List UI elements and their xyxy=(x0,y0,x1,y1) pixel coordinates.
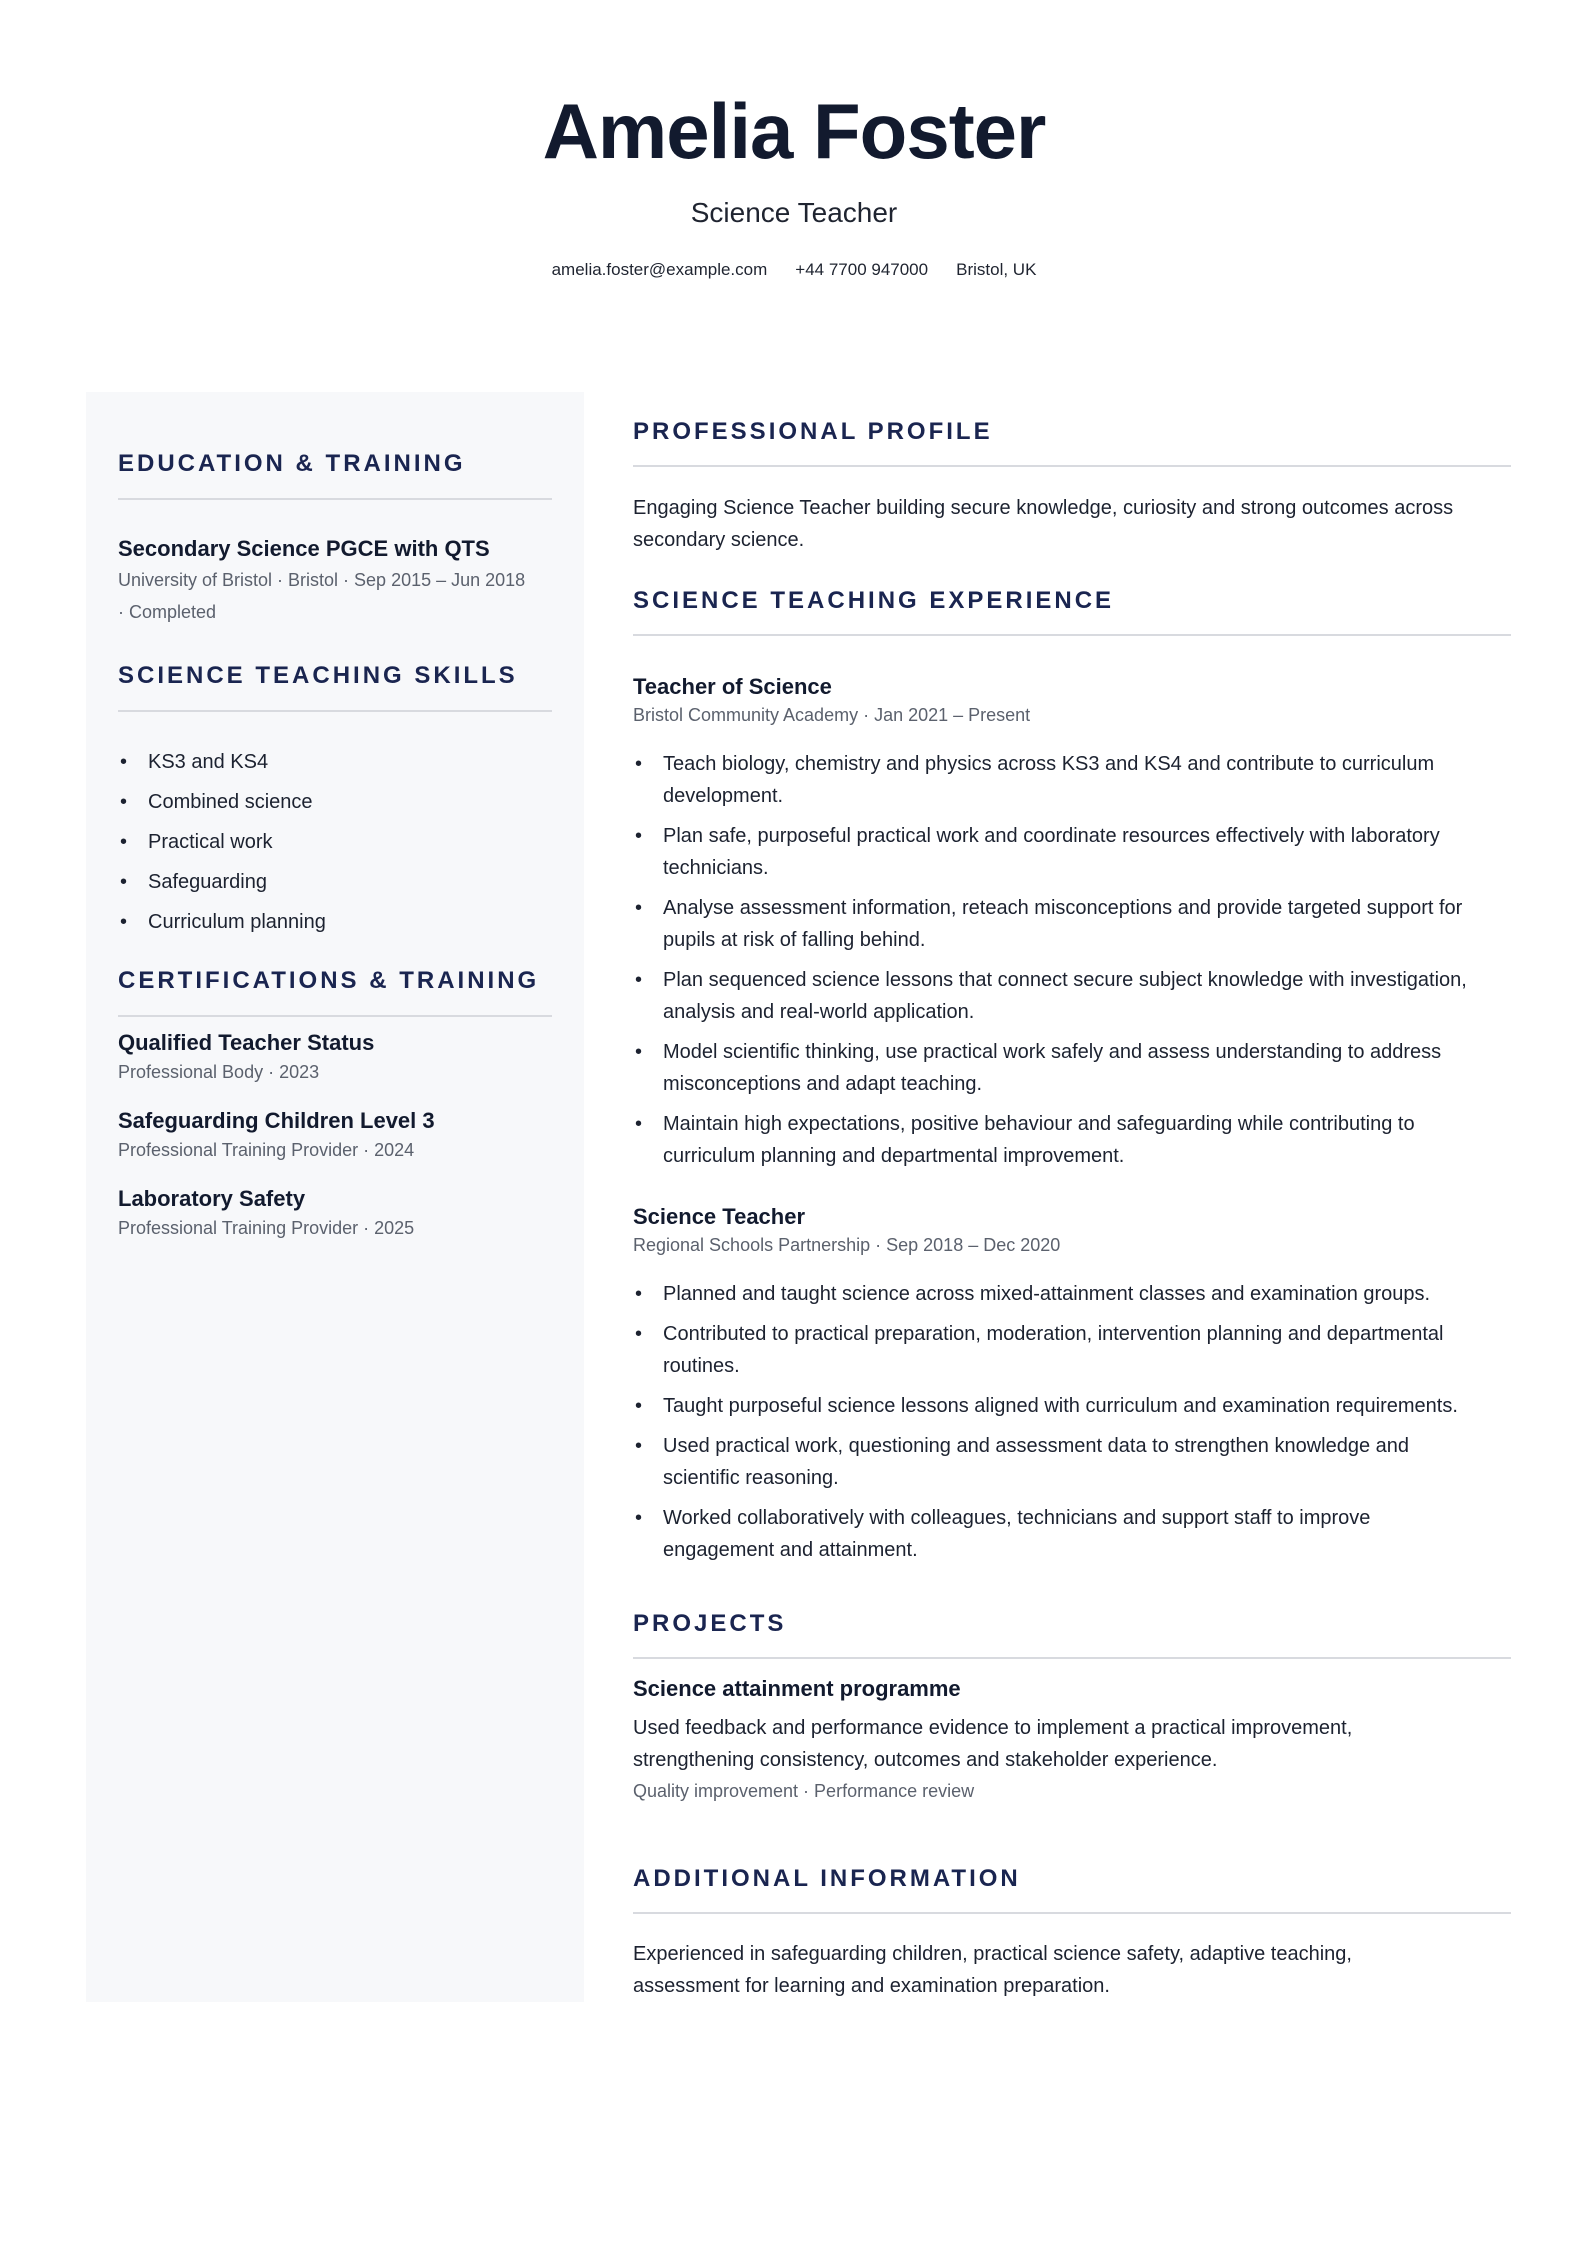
list-item: • Combined science xyxy=(118,782,552,822)
job-entry xyxy=(633,1204,1511,1574)
main-column xyxy=(633,0,1511,2246)
education-title: Secondary Science PGCE with QTS xyxy=(118,536,490,561)
projects-divider xyxy=(633,1657,1511,1659)
sidebar xyxy=(86,392,584,2002)
certification-entry xyxy=(118,1186,552,1244)
profile-heading: PROFESSIONAL PROFILE xyxy=(633,418,993,445)
profile-line: secondary science. xyxy=(633,529,805,551)
education-meta: University of Bristol · Bristol · Sep 2015 – Jun 2018 xyxy=(118,570,526,591)
experience-divider xyxy=(633,634,1511,636)
list-item: • Maintain high expectations, positive behaviour and safeguarding while contributing to curriculum planning and departmental improvement. xyxy=(633,1108,1511,1172)
project-entry xyxy=(633,1676,1511,1806)
list-item: • Teach biology, chemistry and physics across KS3 and KS4 and contribute to curriculum development. xyxy=(633,748,1511,812)
projects-heading: PROJECTS xyxy=(633,1610,787,1637)
certification-meta: Professional Training Provider · 2025 xyxy=(118,1218,415,1239)
experience-heading: SCIENCE TEACHING EXPERIENCE xyxy=(633,587,1115,614)
job-bullets xyxy=(633,1278,1511,1566)
job-meta: Bristol Community Academy · Jan 2021 – Present xyxy=(633,705,1031,726)
certification-entry xyxy=(118,1108,552,1166)
profile-divider xyxy=(633,465,1511,467)
skills-heading: SCIENCE TEACHING SKILLS xyxy=(118,662,518,689)
project-tags: Quality improvement · Performance review xyxy=(633,1781,975,1802)
additional-divider xyxy=(633,1912,1511,1914)
skills-list xyxy=(118,742,552,942)
certification-entry xyxy=(118,1030,552,1088)
contact-location: Bristol, UK xyxy=(956,260,1037,279)
profile-summary xyxy=(633,492,1511,556)
additional-summary xyxy=(633,1938,1511,2002)
contact-email[interactable]: amelia.foster@example.com xyxy=(551,260,768,279)
contact-phone[interactable]: +44 7700 947000 xyxy=(795,260,929,279)
job-meta: Regional Schools Partnership · Sep 2018 – Dec 2020 xyxy=(633,1235,1061,1256)
candidate-name: Amelia Foster xyxy=(542,87,1046,175)
certification-title: Safeguarding Children Level 3 xyxy=(118,1108,435,1133)
list-item: • Curriculum planning xyxy=(118,902,552,942)
list-item: • Used practical work, questioning and assessment data to strengthen knowledge and scientific reasoning. xyxy=(633,1430,1511,1494)
list-item: • Safeguarding xyxy=(118,862,552,902)
additional-line: Experienced in safeguarding children, practical science safety, adaptive teaching, xyxy=(633,1943,1352,1965)
list-item: • Practical work xyxy=(118,822,552,862)
list-item: • Worked collaboratively with colleagues, technicians and support staff to improve engagement and attainment. xyxy=(633,1502,1511,1566)
list-item: • Plan sequenced science lessons that connect secure subject knowledge with investigation, analysis and real-world application. xyxy=(633,964,1511,1028)
project-description: Used feedback and performance evidence to implement a practical improvement, xyxy=(633,1717,1353,1740)
job-entry xyxy=(633,674,1511,1180)
education-heading: EDUCATION & TRAINING xyxy=(118,450,466,477)
profile-line: Engaging Science Teacher building secure knowledge, curiosity and strong outcomes across xyxy=(633,497,1454,519)
certification-title: Laboratory Safety xyxy=(118,1186,306,1211)
certification-meta: Professional Training Provider · 2024 xyxy=(118,1140,415,1161)
certifications-divider xyxy=(118,1015,552,1017)
education-entry xyxy=(118,536,552,628)
skills-divider xyxy=(118,710,552,712)
list-item: • Taught purposeful science lessons aligned with curriculum and examination requirements. xyxy=(633,1390,1511,1422)
education-status: · Completed xyxy=(118,602,217,623)
list-item: • Planned and taught science across mixed-attainment classes and examination groups. xyxy=(633,1278,1511,1310)
candidate-title: Science Teacher xyxy=(690,197,898,228)
project-description: strengthening consistency, outcomes and stakeholder experience. xyxy=(633,1749,1218,1772)
certification-meta: Professional Body · 2023 xyxy=(118,1062,320,1083)
certifications-heading: CERTIFICATIONS & TRAINING xyxy=(118,967,540,994)
job-title: Teacher of Science xyxy=(633,674,832,699)
list-item: • Analyse assessment information, reteach misconceptions and provide targeted support for pupils at risk of falling behind. xyxy=(633,892,1511,956)
list-item: • Contributed to practical preparation, moderation, intervention planning and departmental routines. xyxy=(633,1318,1511,1382)
project-title: Science attainment programme xyxy=(633,1676,961,1701)
additional-line: assessment for learning and examination preparation. xyxy=(633,1975,1110,1997)
education-divider xyxy=(118,498,552,500)
list-item: • Plan safe, purposeful practical work and coordinate resources effectively with laboratory technicians. xyxy=(633,820,1511,884)
additional-heading: ADDITIONAL INFORMATION xyxy=(633,1865,1021,1892)
certification-title: Qualified Teacher Status xyxy=(118,1030,375,1055)
list-item: • KS3 and KS4 xyxy=(118,742,552,782)
list-item: • Model scientific thinking, use practical work safely and assess understanding to address misconceptions and adapt teaching. xyxy=(633,1036,1511,1100)
job-bullets xyxy=(633,748,1511,1172)
job-title: Science Teacher xyxy=(633,1204,806,1229)
